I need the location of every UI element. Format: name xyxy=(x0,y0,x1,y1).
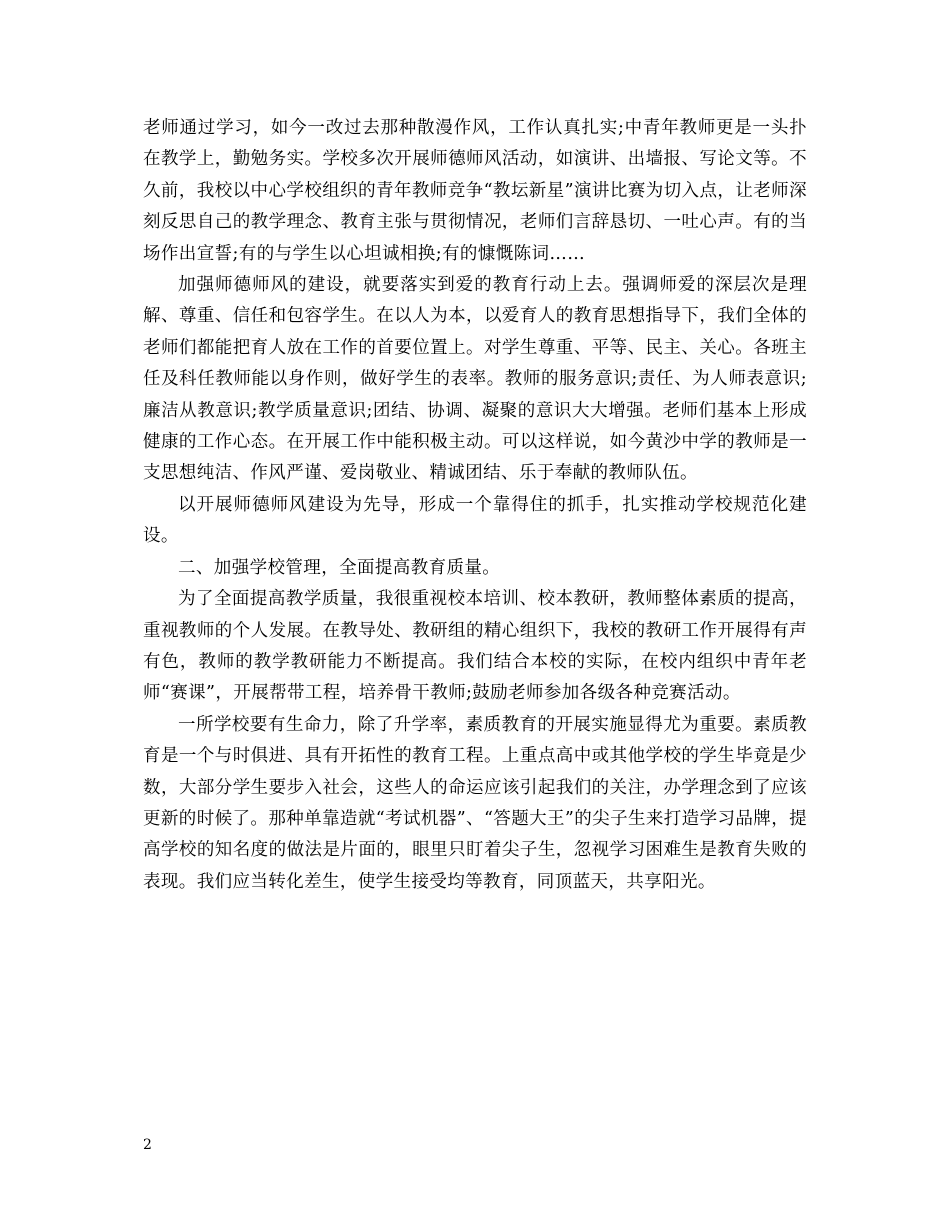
paragraph-5: 一所学校要有生命力，除了升学率，素质教育的开展实施显得尤为重要。素质教育是一个与时俱进、具有开拓性的教育工程。上重点高中或其他学校的学生毕竟是少数，大部分学生要步入社会，这些人的命运应该引起我们的关注，办学理念到了应该更新的时候了。那种单靠造就“考试机器”、“答题大王”的尖子生来打造学习品牌，提高学校的知名度的做法是片面的，眼里只盯着尖子生，忽视学习困难生是教育失败的表现。我们应当转化差生，使学生接受均等教育，同顶蓝天，共享阳光。 xyxy=(143,714,807,892)
paragraph-2: 加强师德师风的建设，就要落实到爱的教育行动上去。强调师爱的深层次是理解、尊重、信任和包容学生。在以人为本，以爱育人的教育思想指导下，我们全体的老师们都能把育人放在工作的首要位置上。对学生尊重、平等、民主、关心。各班主任及科任教师能以身作则，做好学生的表率。教师的服务意识;责任、为人师表意识;廉洁从教意识;教学质量意识;团结、协调、凝聚的意识大大增强。老师们基本上形成健康的工作心态。在开展工作中能积极主动。可以这样说，如今黄沙中学的教师是一支思想纯洁、作风严谨、爱岗敬业、精诚团结、乐于奉献的教师队伍。 xyxy=(143,275,807,484)
paragraph-3: 以开展师德师风建设为先导，形成一个靠得住的抓手，扎实推动学校规范化建设。 xyxy=(143,494,807,547)
page-number: 2 xyxy=(143,1137,152,1153)
section-heading: 二、加强学校管理，全面提高教育质量。 xyxy=(178,557,501,578)
document-body xyxy=(143,113,807,898)
paragraph-1: 老师通过学习，如今一改过去那种散漫作风，工作认真扎实;中青年教师更是一头扑在教学上，勤勉务实。学校多次开展师德师风活动，如演讲、出墙报、写论文等。不久前，我校以中心学校组织的青年教师竞争“教坛新星”演讲比赛为切入点，让老师深刻反思自己的教学理念、教育主张与贯彻情况，老师们言辞恳切、一吐心声。有的当场作出宣誓;有的与学生以心坦诚相换;有的慷慨陈词…… xyxy=(143,118,807,264)
paragraph-4: 为了全面提高教学质量，我很重视校本培训、校本教研，教师整体素质的提高，重视教师的个人发展。在教导处、教研组的精心组织下，我校的教研工作开展得有声有色，教师的教学教研能力不断提高。我们结合本校的实际，在校内组织中青年老师“赛课”，开展帮带工程，培养骨干教师;鼓励老师参加各级各种竞赛活动。 xyxy=(143,589,807,704)
